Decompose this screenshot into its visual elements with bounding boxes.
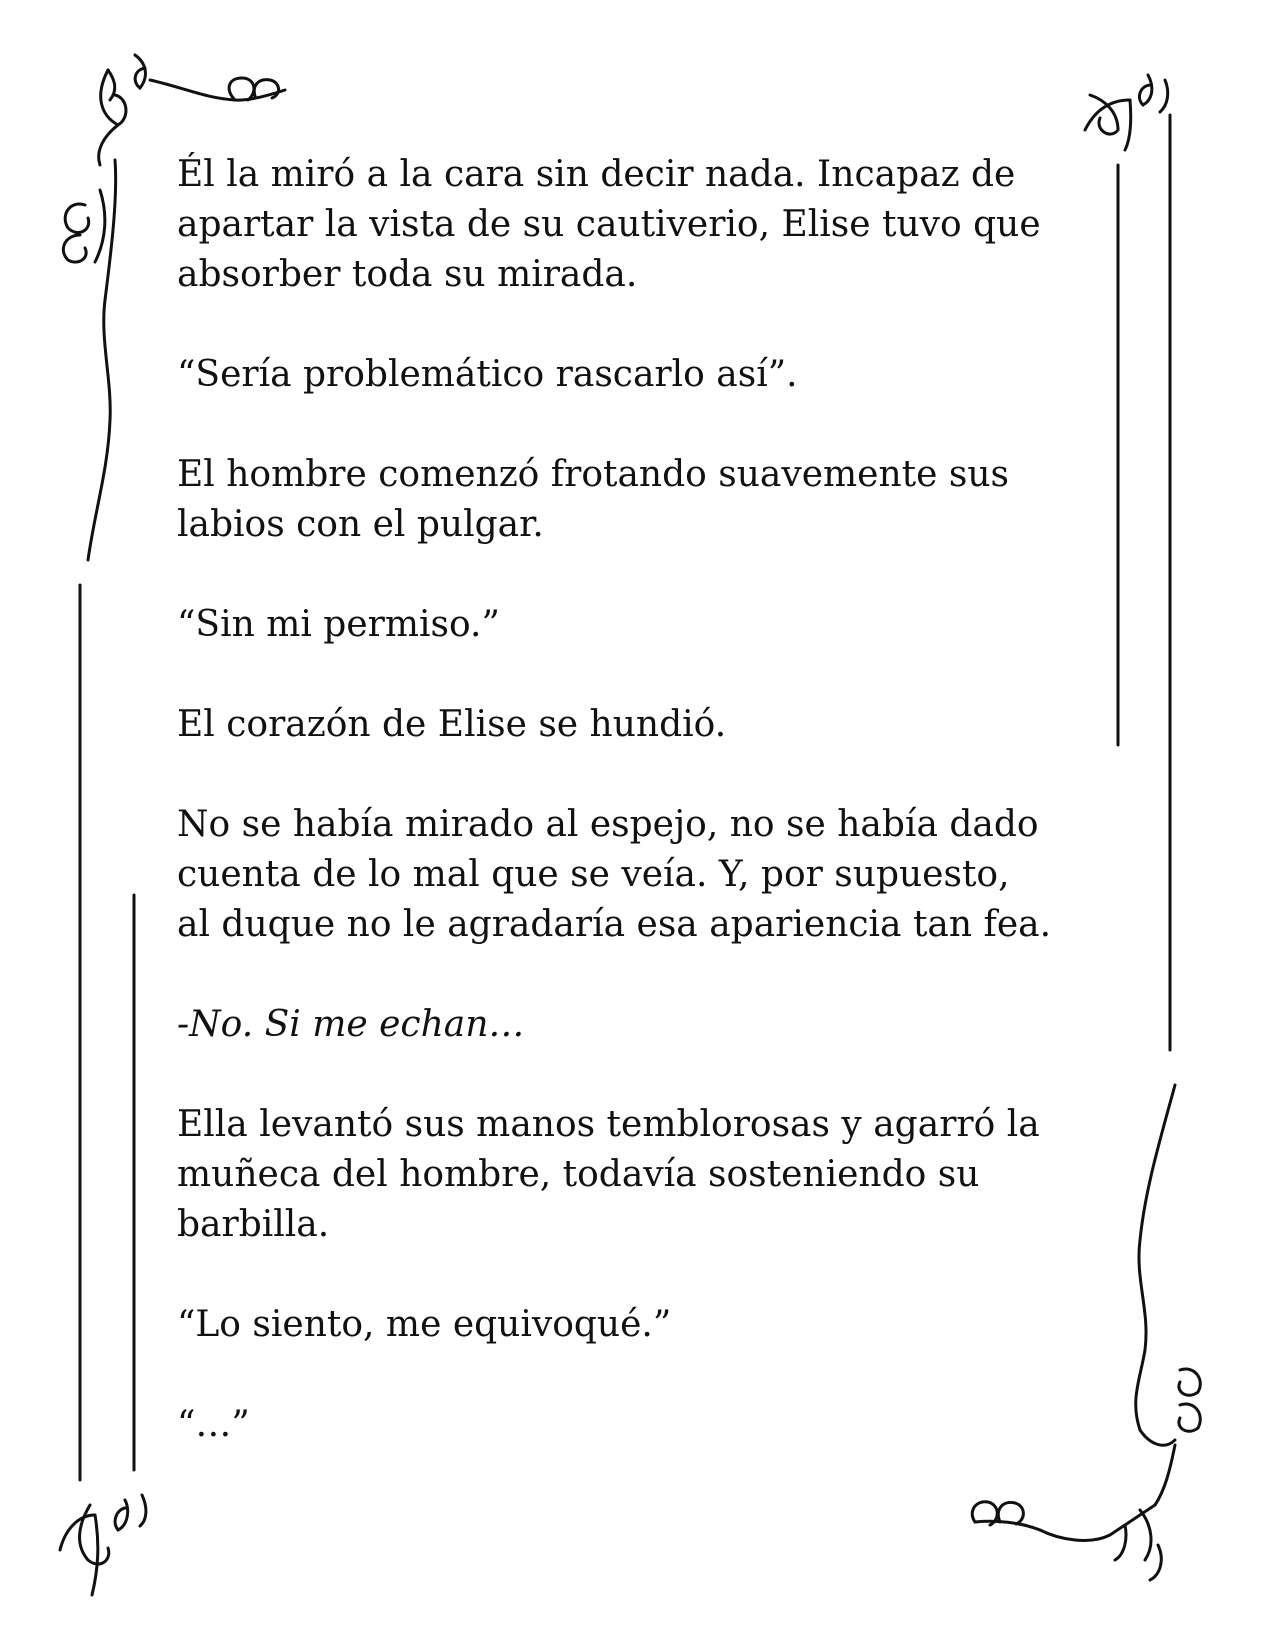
- paragraph: Él la miró a la cara sin decir nada. Incapaz de apartar la vista de su cautiverio, Elise tuvo que absorber toda su mirada.: [177, 154, 1041, 295]
- paragraph: El hombre comenzó frotando suavemente sus labios con el pulgar.: [177, 454, 1010, 545]
- paragraph: No se había mirado al espejo, no se había dado cuenta de lo mal que se veía. Y, por supuesto, al duque no le agradaría esa apariencia tan fea.: [177, 804, 1052, 945]
- paragraph: Ella levantó sus manos temblorosas y agarró la muñeca del hombre, todavía sosteniendo su barbilla.: [177, 1104, 1040, 1245]
- dialogue-paragraph: “Lo siento, me equivoqué.”: [177, 1304, 672, 1345]
- dialogue-paragraph: “…”: [177, 1404, 250, 1445]
- top-right-flourish: [1085, 75, 1168, 150]
- bottom-left-flourish: [60, 1495, 146, 1595]
- dialogue-paragraph: “Sin mi permiso.”: [177, 604, 500, 645]
- story-text: [177, 150, 1137, 1450]
- inner-thought-paragraph: -No. Si me echan…: [177, 1004, 525, 1045]
- dialogue-paragraph: “Sería problemático rascarlo así”.: [177, 354, 798, 395]
- paragraph: El corazón de Elise se hundió.: [177, 704, 727, 745]
